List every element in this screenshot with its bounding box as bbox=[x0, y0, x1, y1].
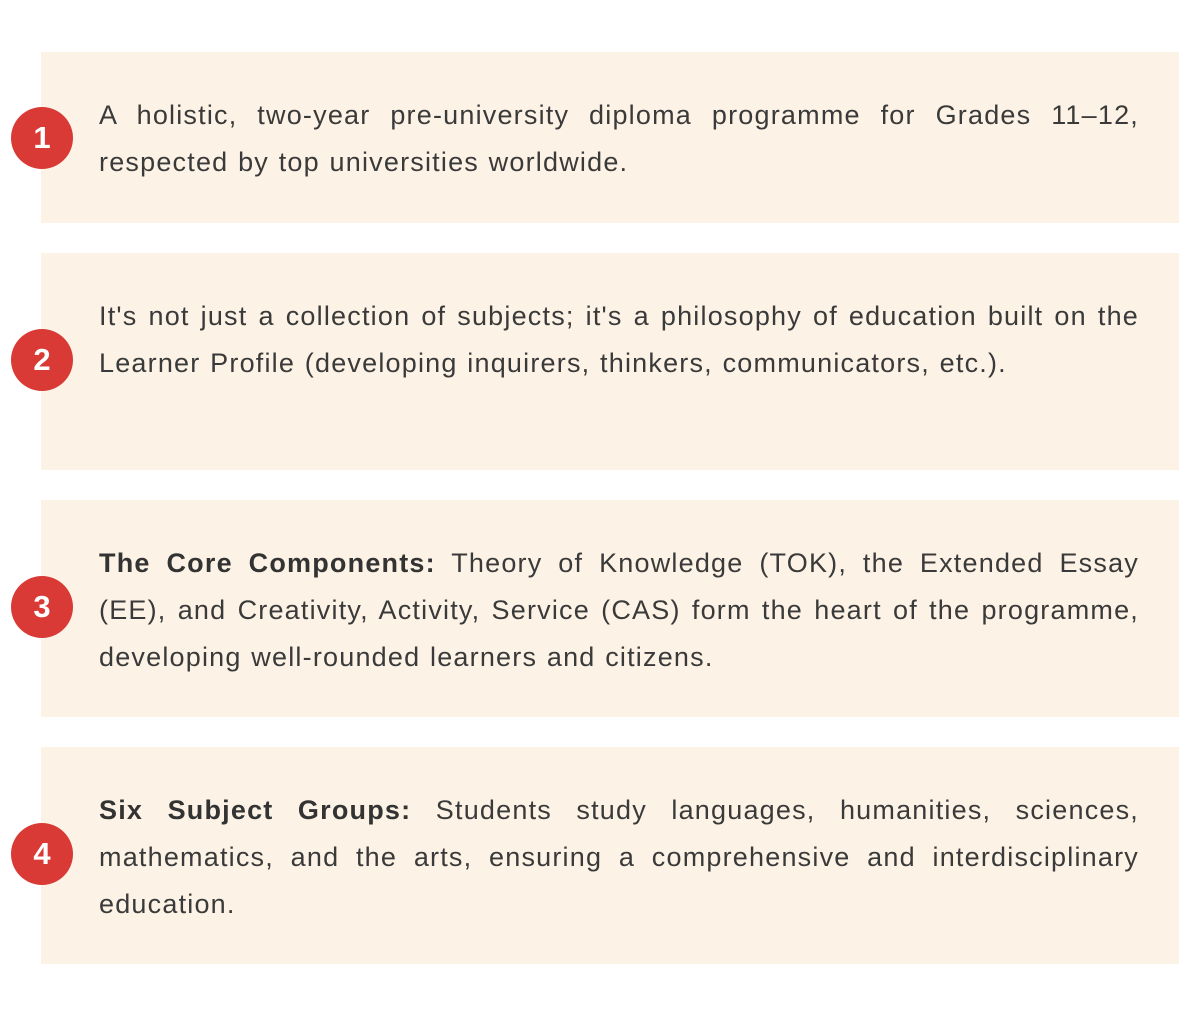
item-heading: Six Subject Groups: bbox=[99, 795, 412, 825]
item-description: It's not just a collection of subjects; it's a philosophy of education built on the Learner Profile (developing inquirers, thinkers, communicators, etc.). bbox=[99, 301, 1139, 378]
item-description: Theory of Knowledge (TOK), the Extended Essay (EE), and Creativity, Activity, Service (CAS) form the heart of the programme, developing well-rounded learners and citizens. bbox=[99, 548, 1139, 672]
number-badge: 3 bbox=[11, 576, 73, 638]
number-badge: 1 bbox=[11, 107, 73, 169]
item-description: A holistic, two-year pre-university diploma programme for Grades 11–12, respected by top universities worldwide. bbox=[99, 100, 1139, 177]
number-badge: 2 bbox=[11, 329, 73, 391]
number-badge: 4 bbox=[11, 823, 73, 885]
list-item bbox=[33, 500, 1179, 717]
item-text bbox=[99, 540, 1139, 681]
item-text bbox=[99, 293, 1139, 387]
item-heading: The Core Components: bbox=[99, 548, 436, 578]
item-description: Students study languages, humanities, sciences, mathematics, and the arts, ensuring a comprehensive and interdisciplinary education. bbox=[99, 795, 1140, 919]
item-text bbox=[99, 787, 1139, 928]
list-item bbox=[33, 747, 1179, 964]
list-item bbox=[33, 253, 1179, 470]
item-text bbox=[99, 92, 1139, 186]
list-item bbox=[33, 52, 1179, 223]
